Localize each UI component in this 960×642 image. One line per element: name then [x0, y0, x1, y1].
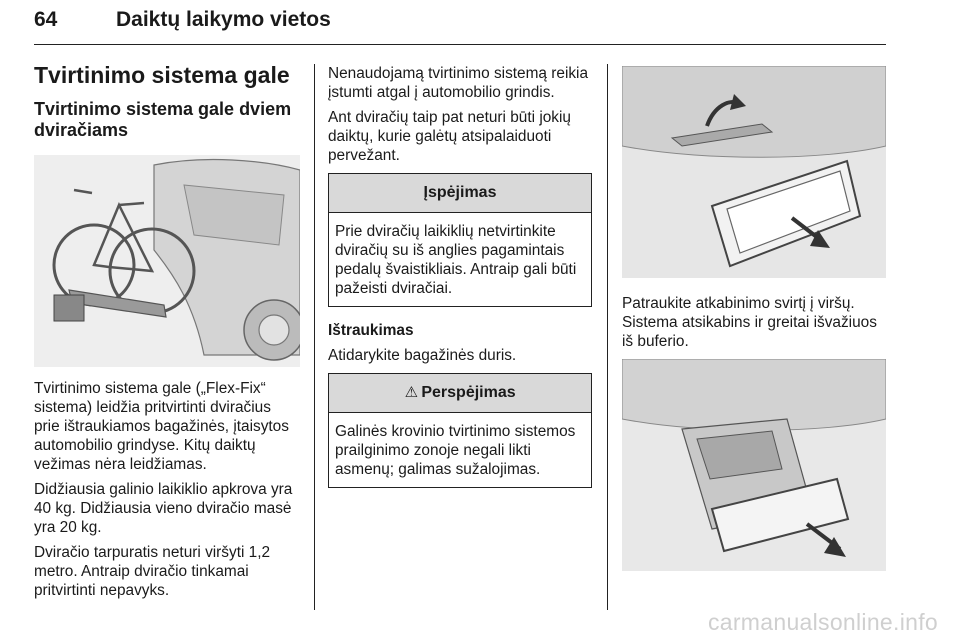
warning-box [328, 373, 592, 488]
warning-text: Galinės krovinio tvirtinimo sistemos prailginimo zonoje negali likti asmenų; galimas sužalojimas. [335, 423, 576, 478]
bike-carrier-illustration [34, 155, 300, 367]
warning-heading-label: Perspėjimas [421, 384, 516, 401]
caution-heading: Įspėjimas [329, 174, 591, 213]
paragraph: Didžiausia galinio laikiklio apkrova yra 40 kg. Didžiausia vieno dviračio masė yra 20 kg. [34, 481, 293, 536]
column-3 [622, 66, 888, 571]
warning-heading [329, 374, 591, 413]
warning-triangle-icon: ⚠ [404, 384, 419, 401]
extension-heading: Ištraukimas [328, 322, 414, 339]
paragraph: Tvirtinimo sistema gale („Flex-Fix“ sistema) leidžia pritvirtinti dviračius prie ištraukiamos bagažinės, įtaisytos automobilio grindyse. Kitų daiktų vežimas nėra leidžiamas. [34, 380, 289, 473]
watermark: carmanualsonline.info [707, 609, 938, 635]
paragraph: Dviračio tarpuratis neturi viršyti 1,2 metro. Antraip dviračio tinkamai pritvirtinti nepavyks. [34, 544, 271, 599]
running-head: Daiktų laikymo vietos [116, 8, 331, 31]
caution-box [328, 173, 592, 307]
paragraph: Atidarykite bagažinės duris. [328, 347, 517, 364]
section-title: Tvirtinimo sistema gale [34, 62, 290, 88]
release-lever-illustration [622, 66, 886, 278]
column-rule-left [314, 64, 315, 610]
extended-system-illustration [622, 359, 886, 571]
paragraph: Ant dviračių taip pat neturi būti jokių daiktų, kurie galėtų atsipalaiduoti pervežant. [328, 109, 571, 164]
figure-caption: Patraukite atkabinimo svirtį į viršų. Sistema atsikabins ir greitai išvažiuos iš buferio. [622, 295, 877, 350]
header-rule [34, 44, 886, 45]
caution-text: Prie dviračių laikiklių netvirtinkite dviračių su iš anglies pagamintais pedalų švaistikliais. Antraip gali būti pažeisti dviračiai. [335, 223, 577, 297]
column-rule-right [607, 64, 608, 610]
column-2 [328, 64, 592, 502]
sub-title: Tvirtinimo sistema gale dviem dviračiams [34, 99, 292, 140]
paragraph: Nenaudojamą tvirtinimo sistemą reikia įstumti atgal į automobilio grindis. [328, 65, 589, 101]
column-1 [34, 62, 300, 606]
page-number: 64 [34, 8, 58, 31]
